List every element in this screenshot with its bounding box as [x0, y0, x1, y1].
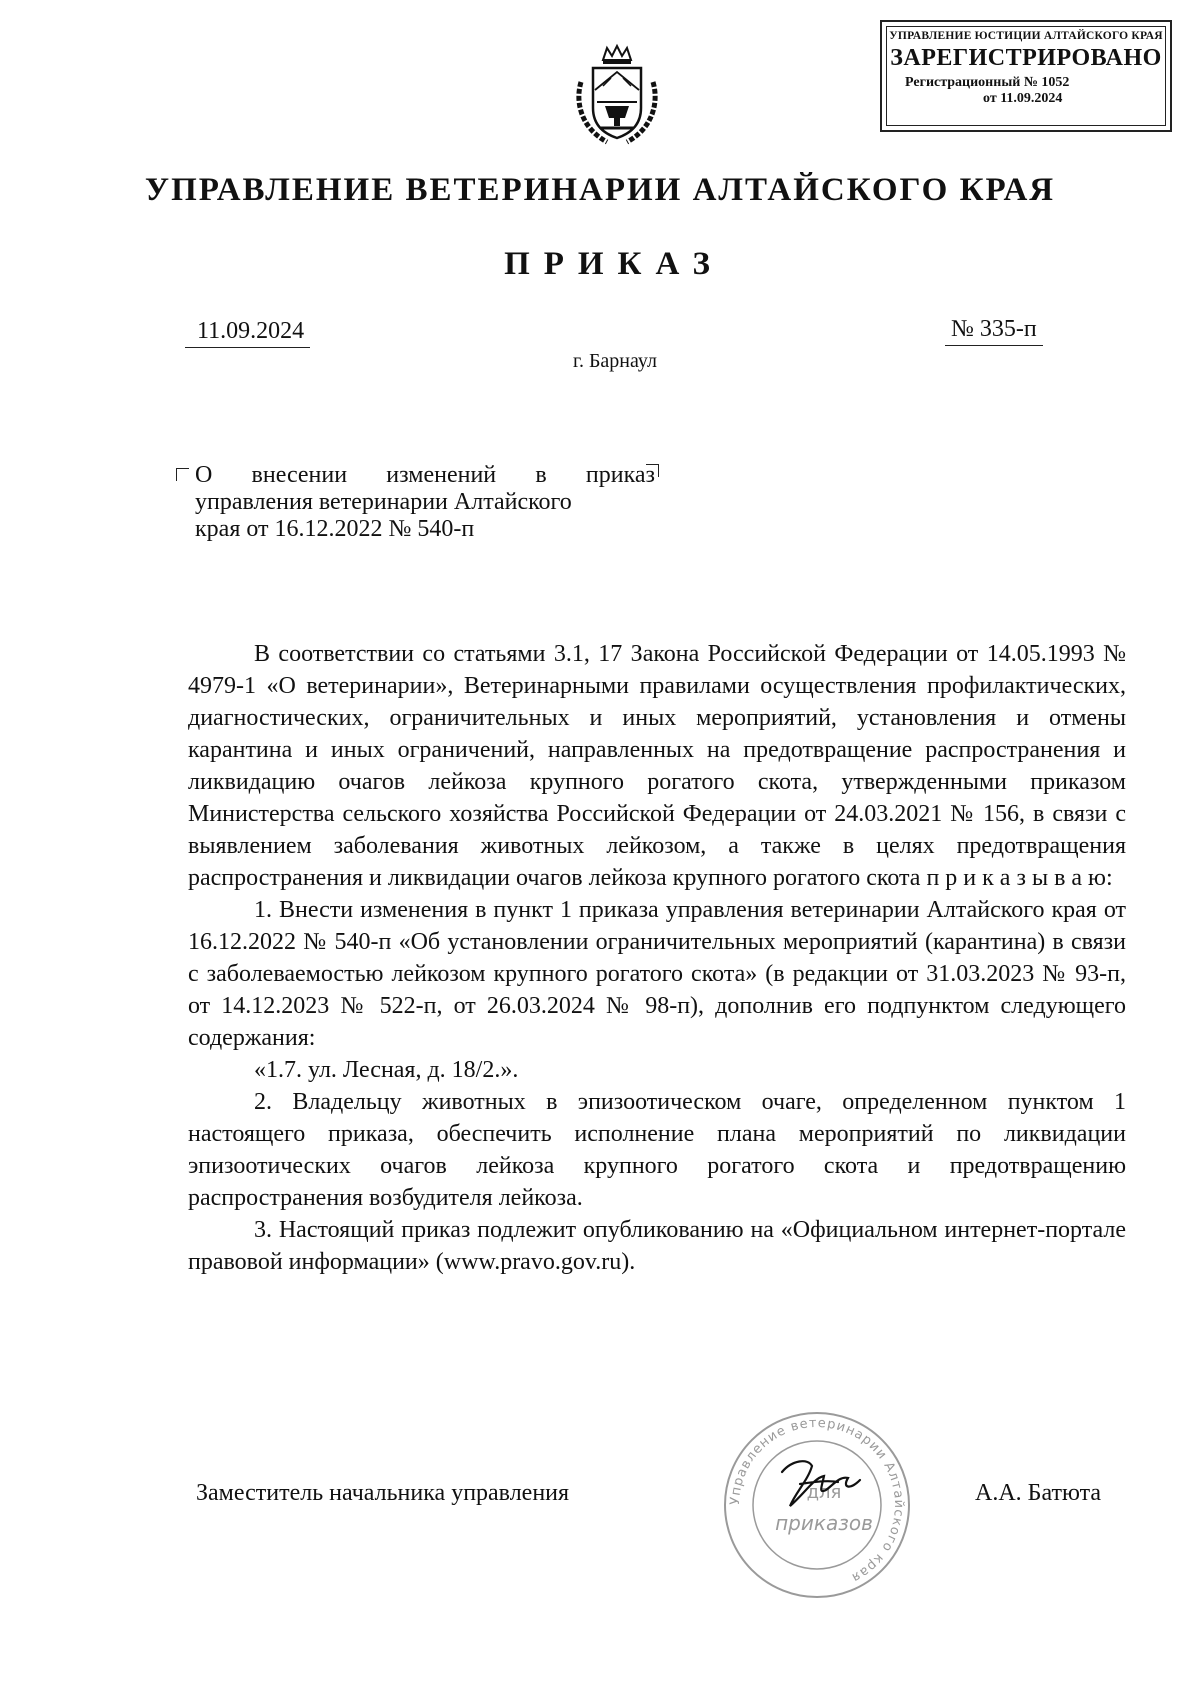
registration-stamp-inner-frame [886, 26, 1166, 126]
seal-center-text: для [806, 1482, 842, 1503]
registration-stamp-number: Регистрационный № 1052 [905, 75, 1070, 90]
registration-stamp-date: от 11.09.2024 [983, 91, 1063, 106]
subject-left-bracket [176, 468, 189, 481]
document-subject [195, 462, 655, 543]
document-date: 11.09.2024 [185, 318, 310, 348]
subject-line: О внесении изменений в приказ [195, 462, 655, 488]
organization-title: УПРАВЛЕНИЕ ВЕТЕРИНАРИИ АЛТАЙСКОГО КРАЯ [144, 172, 1056, 208]
body-item-1-quote: «1.7. ул. Лесная, д. 18/2.». [254, 1057, 519, 1083]
body-item-3: 3. Настоящий приказ подлежит опубликованию на «Официальном интернет-портале правовой информации» (www.pravo.gov.ru). [188, 1217, 1126, 1275]
document-type-title: ПРИКАЗ [504, 246, 724, 282]
body-item-2: 2. Владельцу животных в эпизоотическом очаге, определенном пунктом 1 настоящего приказа, обеспечить исполнение плана мероприятий по ликвидации эпизоотических очагов лейкоза крупного рогатого скота и предотвращению распространения возбудителя лейкоза. [188, 1089, 1126, 1211]
document-body [188, 638, 1126, 1278]
seal-center-text: приказов [775, 1511, 873, 1535]
registration-stamp [880, 20, 1172, 132]
body-item-1: 1. Внести изменения в пункт 1 приказа управления ветеринарии Алтайского края от 16.12.2022 № 540-п «Об установлении ограничительных мероприятий (карантина) в связи с заболеваемостью лейкозом крупного рогатого скота» (в редакции от 31.03.2023 № 93-п, от 14.12.2023 № 522-п, от 26.03.2024 № 98-п), дополнив его подпунктом следующего содержания: [188, 897, 1126, 1051]
signatory-name: А.А. Батюта [975, 1480, 1102, 1506]
subject-line: края от 16.12.2022 № 540-п [195, 516, 475, 542]
signatory-title: Заместитель начальника управления [196, 1480, 570, 1506]
document-number: № 335-п [945, 316, 1043, 346]
document-city: г. Барнаул [573, 350, 657, 372]
subject-line: управления ветеринарии Алтайского [195, 489, 572, 515]
registration-stamp-status: ЗАРЕГИСТРИРОВАНО [890, 45, 1162, 71]
official-seal-icon [712, 1410, 922, 1600]
registration-stamp-organization: УПРАВЛЕНИЕ ЮСТИЦИИ АЛТАЙСКОГО КРАЯ [889, 30, 1163, 42]
coat-of-arms-emblem-icon [567, 42, 667, 152]
body-preamble: В соответствии со статьями 3.1, 17 Закона Российской Федерации от 14.05.1993 № 4979-1 «О ветеринарии», Ветеринарными правилами осуществления профилактических, диагностических, ограничительных и иных мероприятий, установления и отмены карантина и иных ограничений, направленных на предотвращение распространения и ликвидацию очагов лейкоза крупного рогатого скота, утвержденными приказом Министерства сельского хозяйства Российской Федерации от 24.03.2021 № 156, в связи с выявлением заболевания животных лейкозом, а также в целях предотвращения распространения и ликвидации очагов лейкоза крупного рогатого скота п р и к а з ы в а ю: [188, 641, 1126, 891]
seal-ring-text: Управление ветеринарии Алтайского края [727, 1415, 907, 1586]
